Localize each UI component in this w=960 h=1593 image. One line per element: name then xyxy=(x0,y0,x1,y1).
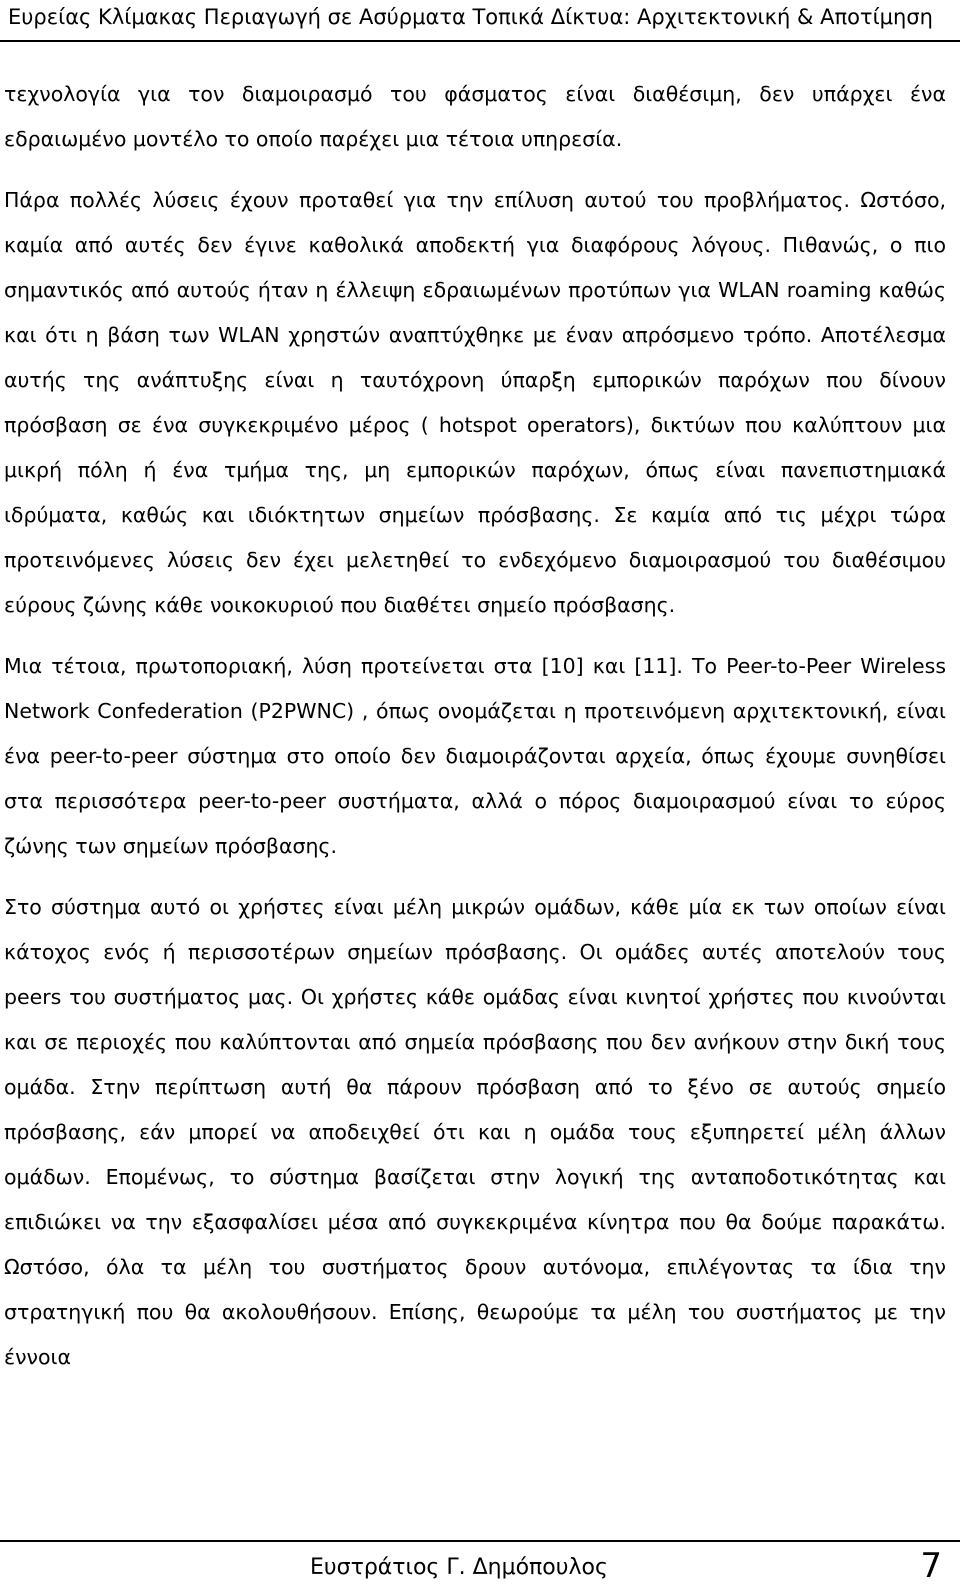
paragraph-3: Μια τέτοια, πρωτοποριακή, λύση προτείνεται στα [10] και [11]. Το Peer-to-Peer Wireless Network Confederation (P2PWNC) , όπως ονομάζεται η προτεινόμενη αρχιτεκτονική, είναι ένα peer-to-peer σύστημα στο οποίο δεν διαμοιράζονται αρχεία, όπως έχουμε συνηθίσει στα περισσότερα peer-to-peer συστήματα, αλλά ο πόρος διαμοιρασμού είναι το εύρος ζώνης των σημείων πρόσβασης. xyxy=(4,654,946,858)
footer-divider xyxy=(0,1540,960,1542)
document-body xyxy=(4,72,946,1396)
paragraph-4: Στο σύστημα αυτό οι χρήστες είναι μέλη μικρών ομάδων, κάθε μία εκ των οποίων είναι κάτοχος ενός ή περισσοτέρων σημείων πρόσβασης. Οι ομάδες αυτές αποτελούν τους peers του συστήματος μας. Οι χρήστες κάθε ομάδας είναι κινητοί χρήστες που κινούνται και σε περιοχές που καλύπτονται από σημεία πρόσβασης που δεν ανήκουν στην δική τους ομάδα. Στην περίπτωση αυτή θα πάρουν πρόσβαση από το ξένο σε αυτούς σημείο πρόσβασης, εάν μπορεί να αποδειχθεί ότι και η ομάδα τους εξυπηρετεί μέλη άλλων ομάδων. Επομένως, το σύστημα βασίζεται στην λογική της ανταποδοτικότητας και επιδιώκει να την εξασφαλίσει μέσα από συγκεκριμένα κίνητρα που θα δούμε παρακάτω. Ωστόσο, όλα τα μέλη του συστήματος δρουν αυτόνομα, επιλέγοντας τα ίδια την στρατηγική που θα ακολουθήσουν. Επίσης, θεωρούμε τα μέλη του συστήματος με την έννοια xyxy=(4,895,946,1369)
footer-author: Ευστράτιος Γ. Δημόπουλος xyxy=(310,1555,608,1580)
header-divider xyxy=(0,40,960,42)
page-number: 7 xyxy=(920,1546,942,1586)
running-header: Ευρείας Κλίμακας Περιαγωγή σε Ασύρματα Τοπικά Δίκτυα: Αρχιτεκτονική & Αποτίμηση xyxy=(8,5,933,29)
paragraph-2: Πάρα πολλές λύσεις έχουν προταθεί για την επίλυση αυτού του προβλήματος. Ωστόσο, καμία από αυτές δεν έγινε καθολικά αποδεκτή για διαφόρους λόγους. Πιθανώς, ο πιο σημαντικός από αυτούς ήταν η έλλειψη εδραιωμένων προτύπων για WLAN roaming καθώς και ότι η βάση των WLAN χρηστών αναπτύχθηκε με έναν απρόσμενο τρόπο. Αποτέλεσμα αυτής της ανάπτυξης είναι η ταυτόχρονη ύπαρξη εμπορικών παρόχων που δίνουν πρόσβαση σε ένα συγκεκριμένο μέρος ( hotspot operators), δικτύων που καλύπτουν μια μικρή πόλη ή ένα τμήμα της, μη εμπορικών παρόχων, όπως είναι πανεπιστημιακά ιδρύματα, καθώς και ιδιόκτητων σημείων πρόσβασης. Σε καμία από τις μέχρι τώρα προτεινόμενες λύσεις δεν έχει μελετηθεί το ενδεχόμενο διαμοιρασμού του διαθέσιμου εύρους ζώνης κάθε νοικοκυριού που διαθέτει σημείο πρόσβασης. xyxy=(4,188,946,617)
paragraph-1: τεχνολογία για τον διαμοιρασμό του φάσματος είναι διαθέσιμη, δεν υπάρχει ένα εδραιωμένο μοντέλο το οποίο παρέχει μια τέτοια υπηρεσία. xyxy=(4,82,946,151)
